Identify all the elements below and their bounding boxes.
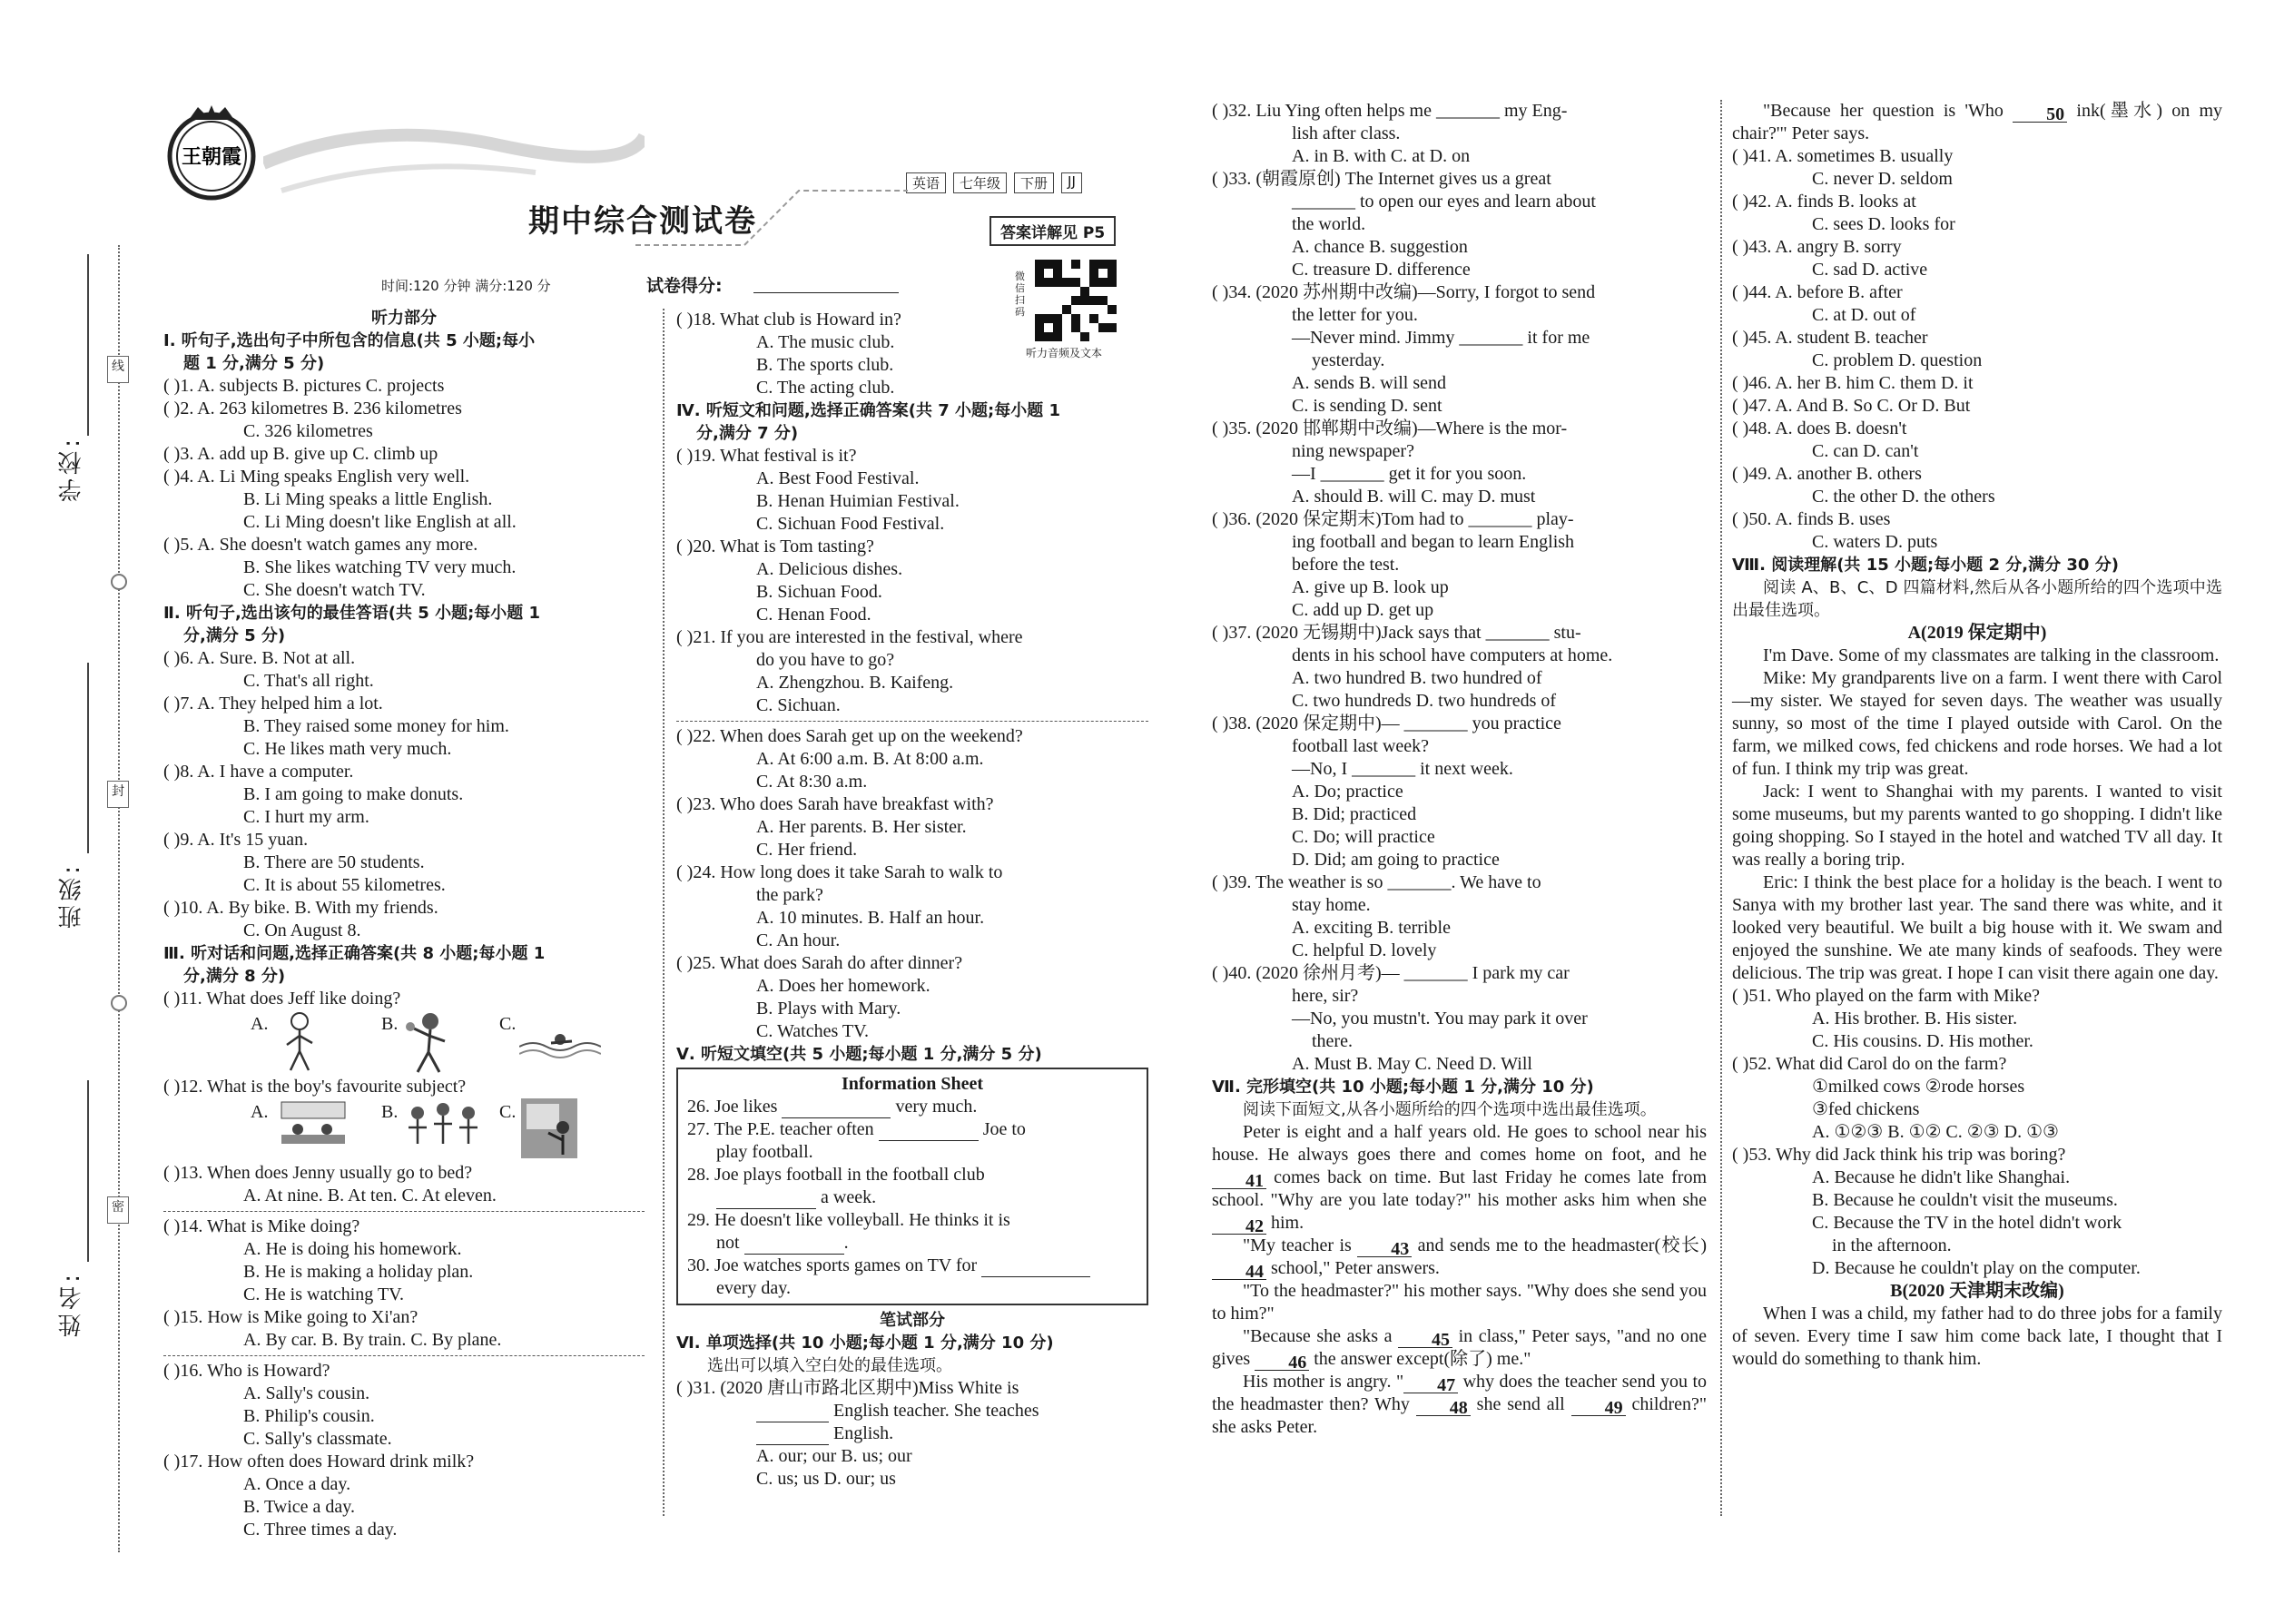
question-36-options-ab[interactable]: A. give up B. look up xyxy=(1292,577,1449,597)
question-53[interactable]: ( )53. Why did Jack think his trip was boring? xyxy=(1732,1145,2066,1165)
section-8-description: 阅读 A、B、C、D 四篇材料,然后从各小题所给的四个选项中选出最佳选项。 xyxy=(1732,578,2222,620)
question-1[interactable]: ( )1. A. subjects B. pictures C. projects xyxy=(163,376,445,396)
cloze-blank-44[interactable]: 44 xyxy=(1212,1261,1266,1280)
cloze-text-4c: the answer except(除了) me." xyxy=(1314,1349,1531,1369)
question-38-option-c[interactable]: C. Do; will practice xyxy=(1292,827,1435,847)
question-13-options[interactable]: A. At nine. B. At ten. C. At eleven. xyxy=(243,1186,497,1206)
question-50[interactable]: ( )50. A. finds B. uses xyxy=(1732,509,1891,529)
q12-option-b-image[interactable] xyxy=(401,1098,483,1158)
passage-a-p3: Jack: I went to Shanghai with my parents. I wanted to visit some museums, but my parents wanted to go shopping. I didn't like going shopping. So I stayed in the hotel and watched TV all day. It was really a boring trip. xyxy=(1732,782,2222,870)
question-20[interactable]: ( )20. What is Tom tasting? xyxy=(676,536,874,556)
cloze-passage-1 xyxy=(1212,1121,1707,1235)
tag-grade: 七年级 xyxy=(953,172,1007,193)
cloze-text-1b: comes back on time. But last Friday he comes late from school. "Why are you late today?" his mother asks him when she xyxy=(1212,1167,1707,1210)
question-53-option-c[interactable]: C. Because the TV in the hotel didn't work xyxy=(1812,1213,2122,1233)
question-51[interactable]: ( )51. Who played on the farm with Mike? xyxy=(1732,986,2040,1006)
question-5-option-c[interactable]: C. She doesn't watch TV. xyxy=(243,580,426,600)
cloze-blank-43[interactable]: 43 xyxy=(1357,1238,1412,1257)
question-16[interactable]: ( )16. Who is Howard? xyxy=(163,1361,330,1381)
cloze-text-2b: and sends me to the headmaster(校长) xyxy=(1417,1235,1707,1255)
question-40-options[interactable]: A. Must B. May C. Need D. Will xyxy=(1292,1054,1532,1074)
writing-part-heading: 笔试部分 xyxy=(880,1311,945,1330)
information-sheet-title: Information Sheet xyxy=(841,1074,984,1094)
dashed-separator-2 xyxy=(163,1355,645,1356)
section-6-title: Ⅵ. 单项选择(共 10 小题;每小题 1 分,满分 10 分) xyxy=(676,1334,1054,1353)
question-38-option-d[interactable]: D. Did; am going to practice xyxy=(1292,850,1500,870)
question-21-options-ab[interactable]: A. Zhengzhou. B. Kaifeng. xyxy=(756,673,954,693)
qr-caption: 听力音频及文本 xyxy=(1026,347,1103,359)
item-27-text: 27. The P.E. teacher often xyxy=(687,1119,874,1139)
question-20-option-b[interactable]: B. Sichuan Food. xyxy=(756,582,882,602)
question-38-option-b[interactable]: B. Did; practiced xyxy=(1292,804,1417,824)
question-46[interactable]: ( )46. A. her B. him C. them D. it xyxy=(1732,373,1974,393)
cloze-text-1c: him. xyxy=(1271,1213,1305,1233)
question-32-line-2: lish after class. xyxy=(1292,123,1401,143)
question-16-option-b[interactable]: B. Philip's cousin. xyxy=(243,1406,375,1426)
information-sheet: Information Sheet 26. Joe likes very much. 27. The P.E. teacher often Joe to play football. 28. Joe plays football in the football club a week. 29. He doesn't like volleyball. He thinks it is not . 30. Joe watches sports games on TV for every day. xyxy=(676,1068,1148,1305)
question-8-option-c[interactable]: C. I hurt my arm. xyxy=(243,807,369,827)
question-14-option-b[interactable]: B. He is making a holiday plan. xyxy=(243,1262,474,1282)
cloze-text-2c: school," Peter answers. xyxy=(1271,1258,1440,1278)
question-52-options[interactable]: A. ①②③ B. ①② C. ②③ D. ①③ xyxy=(1812,1122,2059,1142)
section-7-title: Ⅶ. 完形填空(共 10 小题;每小题 1 分,满分 10 分) xyxy=(1212,1078,1594,1097)
q11-option-c-image[interactable] xyxy=(519,1019,601,1061)
question-19[interactable]: ( )19. What festival is it? xyxy=(676,446,857,466)
item-26-blank[interactable] xyxy=(782,1099,891,1118)
q12-option-a-image[interactable] xyxy=(272,1098,354,1158)
question-24-option-c[interactable]: C. An hour. xyxy=(756,930,841,950)
column-4 xyxy=(1732,100,2222,1371)
cloze-blank-47[interactable]: 47 xyxy=(1403,1374,1458,1393)
subject-tags xyxy=(906,172,1082,193)
section-1-title: Ⅰ. 听句子,选出句子中所包含的信息(共 5 小题;每小 xyxy=(163,331,536,350)
seal-mark-3: 密 xyxy=(107,1196,129,1224)
question-36-line-3: before the test. xyxy=(1292,555,1400,575)
section-4-title-2: 分,满分 7 分) xyxy=(696,424,799,443)
question-52[interactable]: ( )52. What did Carol do on the farm? xyxy=(1732,1054,2007,1074)
question-11-pictures xyxy=(163,1010,645,1076)
question-40[interactable]: ( )40. (2020 徐州月考)— _______ I park my car xyxy=(1212,963,1570,983)
item-30-blank[interactable] xyxy=(981,1258,1090,1277)
item-27-text-2: Joe to xyxy=(982,1119,1026,1139)
question-33-options-ab[interactable]: A. chance B. suggestion xyxy=(1292,237,1468,257)
question-19-option-c[interactable]: C. Sichuan Food Festival. xyxy=(756,514,945,534)
question-36-options-cd[interactable]: C. add up D. get up xyxy=(1292,600,1434,620)
section-2-title: Ⅱ. 听句子,选出该句的最佳答语(共 5 小题;每小题 1 xyxy=(163,604,541,623)
question-33-line-3: the world. xyxy=(1292,214,1366,234)
question-42[interactable]: ( )42. A. finds B. looks at xyxy=(1732,192,1916,212)
question-37[interactable]: ( )37. (2020 无锡期中)Jack says that _______ stu- xyxy=(1212,623,1581,643)
cloze-passage-3: "To the headmaster?" his mother says. "Why does she send you to him?" xyxy=(1212,1281,1707,1324)
cloze-blank-42[interactable]: 42 xyxy=(1212,1216,1266,1235)
question-8[interactable]: ( )8. A. I have a computer. xyxy=(163,762,354,782)
cloze-text-6a: "Because her question is 'Who xyxy=(1763,101,2004,121)
question-43-options-cd[interactable]: C. sad D. active xyxy=(1812,260,1928,280)
punch-hole-2 xyxy=(111,995,127,1011)
cloze-blank-49[interactable]: 49 xyxy=(1571,1397,1626,1416)
question-45-options-cd[interactable]: C. problem D. question xyxy=(1812,350,1983,370)
question-31-options-cd[interactable]: C. us; us D. our; us xyxy=(756,1469,896,1489)
question-7[interactable]: ( )7. A. They helped him a lot. xyxy=(163,694,383,714)
item-28-text: 28. Joe plays football in the football club xyxy=(687,1165,985,1185)
cloze-text-4b: in class," Peter says, "and no one gives xyxy=(1212,1326,1708,1369)
question-19-option-a[interactable]: A. Best Food Festival. xyxy=(756,468,920,488)
cloze-text-6b: ink(墨水) on my chair?'" Peter says. xyxy=(1732,101,2223,143)
question-8-option-b[interactable]: B. I am going to make donuts. xyxy=(243,784,464,804)
question-13[interactable]: ( )13. When does Jenny usually go to bed? xyxy=(163,1163,473,1183)
cloze-passage-5 xyxy=(1212,1371,1707,1439)
column-divider-3 xyxy=(1720,100,1722,1516)
q12-option-b-label[interactable]: B. xyxy=(381,1102,399,1122)
class-label: 班级: xyxy=(58,862,85,929)
question-44[interactable]: ( )44. A. before B. after xyxy=(1732,282,1903,302)
question-17-option-b[interactable]: B. Twice a day. xyxy=(243,1497,356,1517)
question-5-option-b[interactable]: B. She likes watching TV very much. xyxy=(243,557,517,577)
question-10-option-c[interactable]: C. On August 8. xyxy=(243,920,361,940)
listening-part-heading: 听力部分 xyxy=(371,309,437,328)
question-47[interactable]: ( )47. A. And B. So C. Or D. But xyxy=(1732,396,1971,416)
section-6-description: 选出可以填入空白处的最佳选项。 xyxy=(707,1356,952,1375)
name-blank[interactable] xyxy=(87,1080,89,1262)
question-3[interactable]: ( )3. A. add up B. give up C. climb up xyxy=(163,444,438,464)
question-52-items-1: ①milked cows ②rode horses xyxy=(1812,1077,2025,1097)
question-23-option-c[interactable]: C. Her friend. xyxy=(756,840,858,860)
score-label: 试卷得分: xyxy=(646,276,723,296)
question-36-line-2: ing football and began to learn English xyxy=(1292,532,1575,552)
passage-b-title: B(2020 天津期末改编) xyxy=(1890,1281,2064,1301)
passage-a-p1: I'm Dave. Some of my classmates are talking in the classroom. xyxy=(1763,645,2220,665)
question-37-options-ab[interactable]: A. two hundred B. two hundred of xyxy=(1292,668,1542,688)
question-39-line-2: stay home. xyxy=(1292,895,1371,915)
cloze-passage-6 xyxy=(1732,100,2222,145)
question-38-line-2: football last week? xyxy=(1292,736,1430,756)
binding-line xyxy=(118,245,120,1552)
question-14[interactable]: ( )14. What is Mike doing? xyxy=(163,1216,360,1236)
seal-mark-2: 封 xyxy=(107,781,129,808)
question-16-option-c[interactable]: C. Sally's classmate. xyxy=(243,1429,392,1449)
q11-option-c-label[interactable]: C. xyxy=(499,1014,517,1034)
item-28-text-2: a week. xyxy=(821,1187,877,1207)
punch-hole-1 xyxy=(111,574,127,590)
cloze-text-5d: children?" she asks Peter. xyxy=(1212,1394,1708,1437)
question-51-options-ab[interactable]: A. His brother. B. His sister. xyxy=(1812,1009,2018,1029)
name-label: 姓名: xyxy=(58,1271,85,1337)
section-7-description: 阅读下面短文,从各小题所给的四个选项中选出最佳选项。 xyxy=(1243,1100,1657,1119)
question-39-options-cd[interactable]: C. helpful D. lovely xyxy=(1292,940,1437,960)
question-25-option-b[interactable]: B. Plays with Mary. xyxy=(756,999,901,1019)
cloze-blank-41[interactable]: 41 xyxy=(1212,1170,1266,1189)
question-38-option-a[interactable]: A. Do; practice xyxy=(1292,782,1403,802)
question-9-option-b[interactable]: B. There are 50 students. xyxy=(243,852,425,872)
question-18-option-a[interactable]: A. The music club. xyxy=(756,332,895,352)
question-34-line-3: —Never mind. Jimmy _______ it for me xyxy=(1292,328,1590,348)
school-blank[interactable] xyxy=(87,254,89,436)
question-2[interactable]: ( )2. A. 263 kilometres B. 236 kilometres xyxy=(163,399,462,418)
question-35[interactable]: ( )35. (2020 邯郸期中改编)—Where is the mor- xyxy=(1212,418,1568,438)
item-26-text-2: very much. xyxy=(895,1097,978,1117)
cloze-text-4a: "Because she asks a xyxy=(1243,1326,1393,1346)
question-53-option-b[interactable]: B. Because he couldn't visit the museums. xyxy=(1812,1190,2118,1210)
item-27-text-3: play football. xyxy=(716,1142,813,1162)
question-18-option-c[interactable]: C. The acting club. xyxy=(756,378,895,398)
question-49-options-cd[interactable]: C. the other D. the others xyxy=(1812,487,1995,507)
q12-option-c-image[interactable] xyxy=(521,1098,577,1158)
q31-blank-1[interactable] xyxy=(756,1403,829,1422)
q11-option-a-image[interactable] xyxy=(272,1010,327,1074)
question-20-option-a[interactable]: A. Delicious dishes. xyxy=(756,559,903,579)
question-33-line-2: _______ to open our eyes and learn about xyxy=(1292,192,1596,212)
question-45[interactable]: ( )45. A. student B. teacher xyxy=(1732,328,1928,348)
question-51-options-cd[interactable]: C. His cousins. D. His mother. xyxy=(1812,1031,2033,1051)
question-4-option-b[interactable]: B. Li Ming speaks a little English. xyxy=(243,489,493,509)
section-5-title: Ⅴ. 听短文填空(共 5 小题;每小题 1 分,满分 5 分) xyxy=(676,1045,1042,1064)
question-53-option-d[interactable]: D. Because he couldn't play on the computer. xyxy=(1812,1258,2141,1278)
question-39-options-ab[interactable]: A. exciting B. terrible xyxy=(1292,918,1451,938)
school-label: 学校: xyxy=(58,436,85,502)
item-26-text: 26. Joe likes xyxy=(687,1097,778,1117)
question-24[interactable]: ( )24. How long does it take Sarah to walk to xyxy=(676,862,1003,882)
item-28-blank[interactable] xyxy=(716,1190,816,1209)
question-21-line-2[interactable]: do you have to go? xyxy=(756,650,895,670)
page-title: 期中综合测试卷 xyxy=(528,203,757,240)
question-22[interactable]: ( )22. When does Sarah get up on the weekend? xyxy=(676,726,1023,746)
question-25-option-c[interactable]: C. Watches TV. xyxy=(756,1021,869,1041)
question-34-line-2: the letter for you. xyxy=(1292,305,1418,325)
question-33-options-cd[interactable]: C. treasure D. difference xyxy=(1292,260,1471,280)
question-53-option-a[interactable]: A. Because he didn't like Shanghai. xyxy=(1812,1167,2071,1187)
question-48[interactable]: ( )48. A. does B. doesn't xyxy=(1732,418,1907,438)
section-1-title-2: 题 1 分,满分 5 分) xyxy=(183,354,325,373)
item-29-text-2: not xyxy=(716,1233,740,1253)
question-38-line-3: —No, I _______ it next week. xyxy=(1292,759,1513,779)
question-12-pictures xyxy=(163,1098,645,1162)
time-info: 时间:120 分钟 满分:120 分 xyxy=(381,278,551,294)
cloze-blank-48[interactable]: 48 xyxy=(1416,1397,1471,1416)
question-20-option-c[interactable]: C. Henan Food. xyxy=(756,605,871,625)
question-40-line-4: there. xyxy=(1312,1031,1353,1051)
question-6-option-c[interactable]: C. That's all right. xyxy=(243,671,374,691)
q11-option-b-label[interactable]: B. xyxy=(381,1014,399,1034)
question-32[interactable]: ( )32. Liu Ying often helps me _______ my Eng- xyxy=(1212,101,1568,121)
cloze-blank-45[interactable]: 45 xyxy=(1398,1329,1452,1348)
item-29-blank[interactable] xyxy=(744,1235,844,1255)
dashed-separator-1 xyxy=(163,1211,645,1212)
question-39[interactable]: ( )39. The weather is so _______. We have to xyxy=(1212,872,1541,892)
svg-text:王朝霞: 王朝霞 xyxy=(181,145,242,169)
column-1 xyxy=(163,307,645,1541)
cloze-blank-46[interactable]: 46 xyxy=(1255,1352,1309,1371)
question-35-options[interactable]: A. should B. will C. may D. must xyxy=(1292,487,1536,507)
question-19-option-b[interactable]: B. Henan Huimian Festival. xyxy=(756,491,960,511)
question-6[interactable]: ( )6. A. Sure. B. Not at all. xyxy=(163,648,356,668)
question-21-option-c[interactable]: C. Sichuan. xyxy=(756,695,841,715)
question-42-options-cd[interactable]: C. sees D. looks for xyxy=(1812,214,1955,234)
question-34-options-cd[interactable]: C. is sending D. sent xyxy=(1292,396,1442,416)
question-9-option-c[interactable]: C. It is about 55 kilometres. xyxy=(243,875,446,895)
question-24-options-ab[interactable]: A. 10 minutes. B. Half an hour. xyxy=(756,908,985,928)
question-7-option-b[interactable]: B. They raised some money for him. xyxy=(243,716,509,736)
question-53-option-c-cont: in the afternoon. xyxy=(1832,1235,1952,1255)
question-22-option-c[interactable]: C. At 8:30 a.m. xyxy=(756,772,868,792)
question-4[interactable]: ( )4. A. Li Ming speaks English very well. xyxy=(163,467,470,487)
question-49[interactable]: ( )49. A. another B. others xyxy=(1732,464,1922,484)
q12-option-a-label[interactable]: A. xyxy=(251,1102,269,1122)
q11-option-b-image[interactable] xyxy=(401,1010,456,1074)
question-37-options-cd[interactable]: C. two hundreds D. two hundreds of xyxy=(1292,691,1557,711)
passage-b-p1: When I was a child, my father had to do three jobs for a family of seven. Every time I saw him come back late, I thought that I would do something to thank him. xyxy=(1732,1304,2222,1369)
column-divider-1 xyxy=(663,309,665,1516)
cloze-text-5a: His mother is angry. " xyxy=(1243,1372,1404,1392)
item-30-text-2: every day. xyxy=(716,1278,791,1298)
cloze-passage-4 xyxy=(1212,1325,1707,1371)
question-11[interactable]: ( )11. What does Jeff like doing? xyxy=(163,989,401,1009)
question-15-options[interactable]: A. By car. B. By train. C. By plane. xyxy=(243,1330,502,1350)
question-17-option-c[interactable]: C. Three times a day. xyxy=(243,1520,398,1540)
question-14-option-c[interactable]: C. He is watching TV. xyxy=(243,1284,405,1304)
q31-blank-2[interactable] xyxy=(756,1426,829,1445)
answer-ref: 答案详解见 P5 xyxy=(989,216,1116,246)
passage-a-p4: Eric: I think the best place for a holiday is the beach. I went to Sanya with my brother last year. The sand there was white, and it looked very beautiful. We built a big house with it. We swam and enjoyed the sunshine. We ate many kinds of seafoods. They were delicious. The trip was great. I hope I can visit there again one day. xyxy=(1732,872,2222,983)
question-35-line-3: —I _______ get it for you soon. xyxy=(1292,464,1527,484)
question-4-option-c[interactable]: C. Li Ming doesn't like English at all. xyxy=(243,512,517,532)
cloze-blank-50[interactable]: 50 xyxy=(2013,103,2067,123)
cloze-text-5b: why does the teacher send you to the headmaster then? Why xyxy=(1212,1372,1707,1414)
passage-a-p2: Mike: My grandparents live on a farm. I went there with Carol—my sister. We stayed for seven days. The weather was usually sunny, so most of the time I played outside with Carol. On the farm, we milked cows, fed chickens and rode horses. We had a lot of fun. I think my trip was great. xyxy=(1732,668,2222,779)
question-17-option-a[interactable]: A. Once a day. xyxy=(243,1474,351,1494)
passage-a-title: A(2019 保定期中) xyxy=(1907,623,2047,643)
question-31-options-ab[interactable]: A. our; our B. us; our xyxy=(756,1446,912,1466)
seal-mark-1: 线 xyxy=(107,356,129,383)
cloze-text-2a: "My teacher is xyxy=(1243,1235,1352,1255)
section-8-title: Ⅷ. 阅读理解(共 15 小题;每小题 2 分,满分 30 分) xyxy=(1732,556,2119,575)
question-34[interactable]: ( )34. (2020 苏州期中改编)—Sorry, I forgot to send xyxy=(1212,282,1596,302)
question-14-option-a[interactable]: A. He is doing his homework. xyxy=(243,1239,462,1259)
question-25-option-a[interactable]: A. Does her homework. xyxy=(756,976,930,996)
question-50-options-cd[interactable]: C. waters D. puts xyxy=(1812,532,1938,552)
tag-subject: 英语 xyxy=(906,172,946,193)
dashed-separator-3 xyxy=(676,721,1148,722)
qr-side-caption: 微信扫码 xyxy=(1015,271,1025,318)
question-33[interactable]: ( )33. (朝霞原创) The Internet gives us a great xyxy=(1212,169,1551,189)
question-43[interactable]: ( )43. A. angry B. sorry xyxy=(1732,237,1902,257)
question-37-line-2: dents in his school have computers at home. xyxy=(1292,645,1613,665)
question-34-line-4: yesterday. xyxy=(1312,350,1385,370)
question-35-line-2: ning newspaper? xyxy=(1292,441,1414,461)
question-5[interactable]: ( )5. A. She doesn't watch games any more. xyxy=(163,535,478,555)
q31-line-2: English teacher. She teaches xyxy=(833,1401,1039,1421)
section-3-title-2: 分,满分 8 分) xyxy=(183,967,286,986)
question-52-items-2: ③fed chickens xyxy=(1812,1099,1920,1119)
question-12[interactable]: ( )12. What is the boy's favourite subject? xyxy=(163,1077,467,1097)
tag-edition: JJ xyxy=(1061,172,1082,193)
question-40-line-2: here, sir? xyxy=(1292,986,1359,1006)
question-18-option-b[interactable]: B. The sports club. xyxy=(756,355,894,375)
question-16-option-a[interactable]: A. Sally's cousin. xyxy=(243,1383,370,1403)
question-41[interactable]: ( )41. A. sometimes B. usually xyxy=(1732,146,1954,166)
cloze-text-1: Peter is eight and a half years old. He goes to school near his house. He always goes there and comes home on foot, and he xyxy=(1212,1122,1707,1165)
q31-line-3: English. xyxy=(833,1423,894,1443)
question-17[interactable]: ( )17. How often does Howard drink milk? xyxy=(163,1452,475,1471)
question-9[interactable]: ( )9. A. It's 15 yuan. xyxy=(163,830,309,850)
question-41-options-cd[interactable]: C. never D. seldom xyxy=(1812,169,1953,189)
question-10[interactable]: ( )10. A. By bike. B. With my friends. xyxy=(163,898,438,918)
question-22-options-ab[interactable]: A. At 6:00 a.m. B. At 8:00 a.m. xyxy=(756,749,984,769)
question-36[interactable]: ( )36. (2020 保定期末)Tom had to _______ play- xyxy=(1212,509,1574,529)
tag-volume: 下册 xyxy=(1014,172,1054,193)
item-30-text: 30. Joe watches sports games on TV for xyxy=(687,1255,978,1275)
logo-seal xyxy=(162,102,261,202)
question-38[interactable]: ( )38. (2020 保定期中)— _______ you practice xyxy=(1212,714,1561,733)
question-40-line-3: —No, you mustn't. You may park it over xyxy=(1292,1009,1588,1029)
question-25[interactable]: ( )25. What does Sarah do after dinner? xyxy=(676,953,963,973)
section-3-title: Ⅲ. 听对话和问题,选择正确答案(共 8 小题;每小题 1 xyxy=(163,944,546,963)
question-24-line-2[interactable]: the park? xyxy=(756,885,823,905)
question-7-option-c[interactable]: C. He likes math very much. xyxy=(243,739,452,759)
cloze-passage-2 xyxy=(1212,1235,1707,1280)
cloze-text-5c: she send all xyxy=(1476,1394,1565,1414)
header-swoosh xyxy=(635,182,908,254)
question-31[interactable]: ( )31. (2020 唐山市路北区期中)Miss White is xyxy=(676,1378,1019,1398)
column-3 xyxy=(1212,100,1707,1439)
q12-option-c-label[interactable]: C. xyxy=(499,1102,517,1122)
q11-option-a-label[interactable]: A. xyxy=(251,1014,269,1034)
question-44-options-cd[interactable]: C. at D. out of xyxy=(1812,305,1916,325)
item-29-text: 29. He doesn't like volleyball. He thinks it is xyxy=(687,1210,1010,1230)
question-2-option-c[interactable]: C. 326 kilometres xyxy=(243,421,373,441)
section-4-title: Ⅳ. 听短文和问题,选择正确答案(共 7 小题;每小题 1 xyxy=(676,401,1060,420)
question-23[interactable]: ( )23. Who does Sarah have breakfast with? xyxy=(676,794,994,814)
question-18[interactable]: ( )18. What club is Howard in? xyxy=(676,310,901,330)
question-21[interactable]: ( )21. If you are interested in the festival, where xyxy=(676,627,1023,647)
question-15[interactable]: ( )15. How is Mike going to Xi'an? xyxy=(163,1307,418,1327)
score-blank[interactable] xyxy=(753,292,899,293)
question-23-options-ab[interactable]: A. Her parents. B. Her sister. xyxy=(756,817,967,837)
class-blank[interactable] xyxy=(87,663,89,853)
question-34-options-ab[interactable]: A. sends B. will send xyxy=(1292,373,1446,393)
header-ribbon xyxy=(263,109,645,209)
section-2-title-2: 分,满分 5 分) xyxy=(183,626,286,645)
column-2 xyxy=(676,309,1148,1491)
item-27-blank[interactable] xyxy=(879,1122,979,1141)
question-32-options[interactable]: A. in B. with C. at D. on xyxy=(1292,146,1471,166)
question-48-options-cd[interactable]: C. can D. can't xyxy=(1812,441,1919,461)
